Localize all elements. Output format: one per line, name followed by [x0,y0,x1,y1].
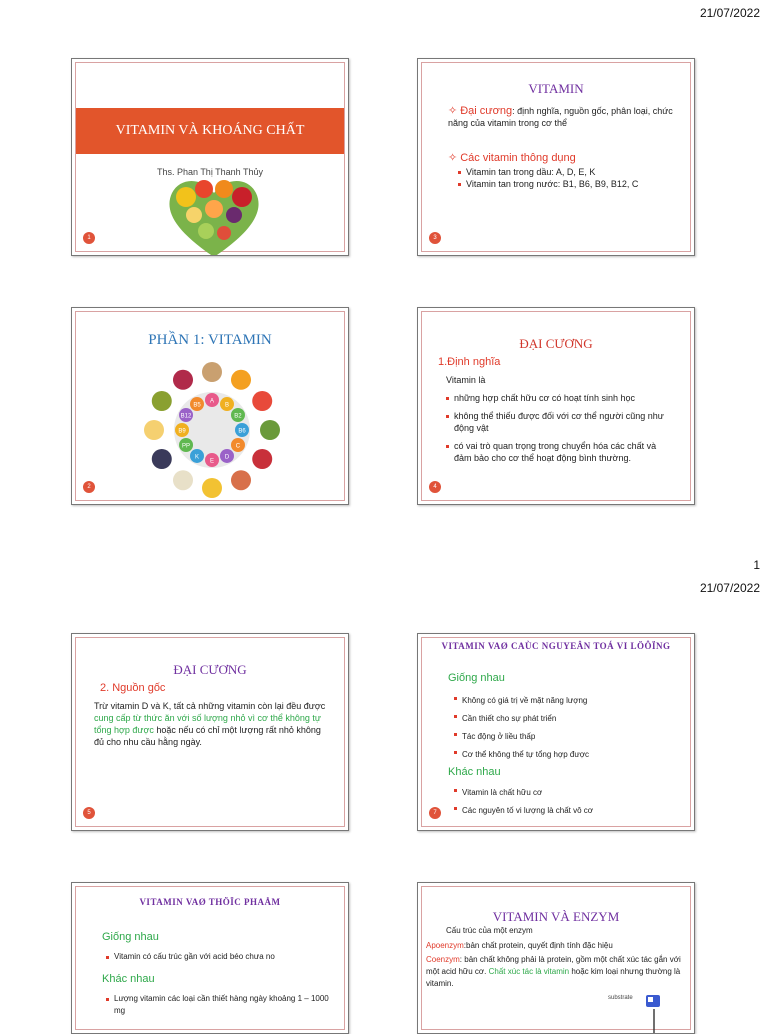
vitamin-letter: B12 [180,413,192,420]
highlight-text: Chất xúc tác là vitamin [488,967,570,976]
definition: hoặc kim loại nhưng thường là vitamin. [426,967,681,988]
list-item: Tác động ở liều thấp [454,728,682,746]
lead-text: Cấu trúc của một enzym [446,926,533,935]
food-icon [252,449,272,469]
food-icon [173,470,193,490]
term: Apoenzym [426,941,464,950]
food-icon [231,370,251,390]
slide-title: PHẦN 1: VITAMIN [148,332,272,348]
list-item: Vitamin tan trong nước: B1, B6, B9, B12, C [458,178,680,190]
slide-number: 1 [83,232,95,244]
list-item: Cần thiết cho sự phát triển [454,710,682,728]
list-item: Vitamin tan trong dầu: A, D, E, K [458,166,680,178]
slide-title: VITAMIN [528,81,584,96]
text-run: hoặc nếu có chỉ một lượng rất nhỏ không đủ cho nhu cầu hằng ngày. [94,725,321,747]
food-icon [152,449,172,469]
vitamin-wheel-image [142,360,282,500]
slide-number: 4 [429,481,441,493]
vitamin-letter: B5 [193,402,201,409]
slide-1 [71,58,349,256]
diff-heading: Khác nhau [102,973,155,985]
list-item: những hợp chất hữu cơ có hoạt tính sinh học [446,392,676,404]
list-item: Vitamin là chất hữu cơ [454,784,682,802]
food-icon [152,391,172,411]
slide-number: 5 [83,807,95,819]
page-date: 21/07/2022 [699,6,760,20]
slide-title: VITAMIN VAØ THÖÏC PHAÅM [139,897,281,907]
food-icon [231,470,251,490]
slide-7 [417,633,695,831]
list-item: có vai trò quan trọng trong chuyển hóa các chất và đảm bảo cho cơ thể hoạt động bình thường. [446,440,676,464]
vitamin-letter: E [209,458,215,465]
vitamin-letter: K [194,454,200,461]
bullet-text: : định nghĩa, nguồn gốc, phân loại, chức năng của vitamin trong cơ thể [448,106,673,128]
section-heading: 1.Định nghĩa [438,356,501,368]
slide-title: VITAMIN VÀ ENZYM [492,909,620,924]
vitamin-letter: B2 [234,413,242,420]
list-item: Lượng vitamin các loại cần thiết hàng ngày khoảng 1 – 1000 mg [106,993,330,1017]
definition: :bản chất protein, quyết định tính đặc hiệu [463,941,613,950]
slide-5 [71,633,349,831]
substrate-icon [644,993,664,1034]
body-paragraph [94,700,330,748]
term: Coenzym [426,955,460,964]
lead-text: Vitamin là [446,375,486,385]
diff-heading: Khác nhau [448,766,501,778]
slide-2 [71,307,349,505]
vitamin-letter: B6 [238,428,246,435]
food-icon [202,478,222,498]
slide-4 [417,307,695,505]
slide-author: Ths. Phan Thị Thanh Thủy [156,167,264,177]
list-item: không thể thiếu được đối với cơ thể người cũng như động vật [446,410,676,434]
food-icon [260,420,280,440]
apoenzym-line [426,940,684,952]
slide-number: 2 [83,481,95,493]
slide-number: 3 [429,232,441,244]
section-heading: 2. Nguồn gốc [100,682,166,694]
vitamin-letter: C [235,443,241,450]
vitamin-letter: B9 [178,428,186,435]
slide-number: 7 [429,807,441,819]
vitamin-letter: D [224,454,230,461]
substrate-label: substrate [608,995,633,1001]
same-heading: Giống nhau [448,672,505,684]
page-date: 21/07/2022 [699,581,760,595]
slide-title: VITAMIN VÀ KHOÁNG CHẤT [76,108,344,154]
slide-title: ĐẠI CƯƠNG [519,336,593,351]
text-run: Trừ vitamin D và K, tất cả những vitamin còn lại đều được [94,701,326,711]
same-heading: Giống nhau [102,931,159,943]
food-icon [202,362,222,382]
slide-title: VITAMIN VAØ CAÙC NGUYEÂN TOÁ VI LÖÔÏNG [441,641,671,651]
bullet-common-vitamins [448,151,680,190]
food-icon [252,391,272,411]
vitamin-letter: PP [182,443,191,450]
slide-10 [417,882,695,1034]
food-icon [173,370,193,390]
bullet-general [448,105,674,129]
list-item: Cơ thể không thể tự tổng hợp được [454,746,682,764]
highlight-text: cung cấp từ thức ăn với số lượng nhỏ vì cơ thể không tự tổng hợp được [94,713,321,735]
fruit-heart-image [164,175,264,256]
slide-3 [417,58,695,256]
bullet-head: ✧ Đại cương [448,105,512,117]
list-item: Các nguyên tố vi lượng là chất vô cơ [454,802,682,820]
definition: : bản chất không phải là protein, gồm một chất xúc tác gắn với một acid hữu cơ. [426,955,681,976]
slide-9 [71,882,349,1034]
coenzym-line [426,954,684,990]
list-item: Vitamin có cấu trúc gần với acid béo chưa no [106,951,336,963]
slide-title: ĐẠI CƯƠNG [173,662,247,677]
food-icon [144,420,164,440]
list-item: Không có giá trị về mặt năng lượng [454,692,682,710]
bullet-head: ✧ Các vitamin thông dụng [448,151,680,164]
page-number: 1 [753,558,760,572]
vitamin-letter: A [209,398,215,405]
vitamin-letter: B [224,402,230,409]
